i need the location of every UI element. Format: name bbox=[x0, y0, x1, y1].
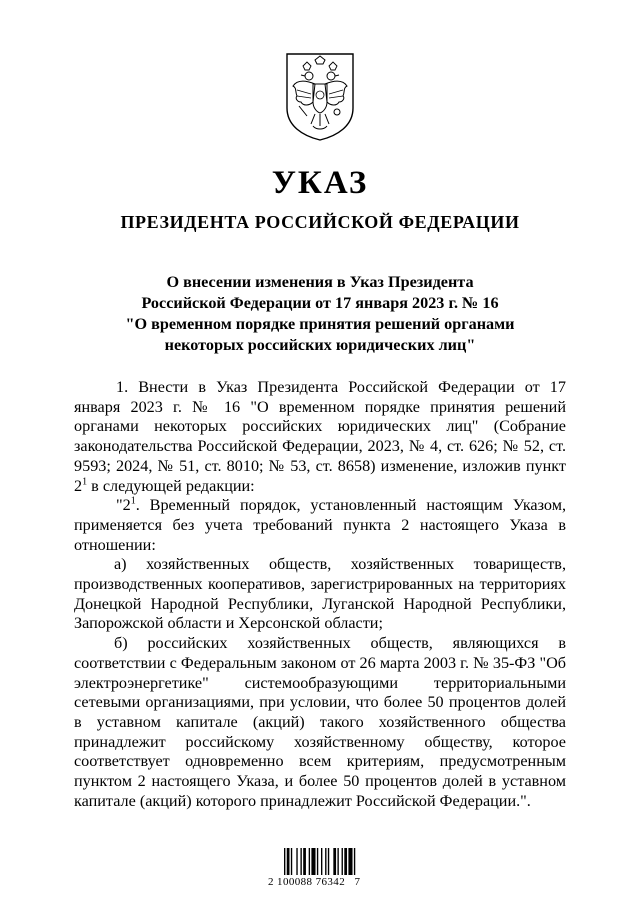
document-title: УКАЗ bbox=[271, 165, 369, 201]
heading-line: "О временном порядке принятия решений органами bbox=[125, 315, 515, 333]
barcode-number: 2 100088 76342 7 bbox=[268, 876, 361, 888]
paragraph-1-end: в следующей редакции: bbox=[87, 476, 255, 495]
paragraph-2-text: . Временный порядок, установленный настоящим Указом, применяется без учета требований пункта 2 настоящего Указа в отношении: bbox=[74, 496, 566, 554]
paragraph-a: а) хозяйственных обществ, хозяйственных товариществ, производственных кооперативов, зарегистрированных на территориях Донецкой Народной Республики, Луганской Народной Республики, Запорожской области и Херсонской области; bbox=[74, 555, 566, 633]
decree-heading bbox=[60, 272, 580, 356]
paragraph-2-start: "2 bbox=[116, 496, 131, 515]
heading-line: Российской Федерации от 17 января 2023 г. № 16 bbox=[141, 294, 499, 312]
document-subtitle: ПРЕЗИДЕНТА РОССИЙСКОЙ ФЕДЕРАЦИИ bbox=[120, 212, 520, 232]
heading-line: некоторых российских юридических лиц" bbox=[164, 336, 476, 354]
paragraph-2 bbox=[74, 496, 566, 555]
barcode-icon bbox=[284, 848, 358, 875]
paragraph-1 bbox=[74, 378, 566, 496]
coat-of-arms-emblem-icon bbox=[283, 50, 357, 142]
heading-line: О внесении изменения в Указ Президента bbox=[166, 273, 474, 291]
paragraph-1-text: 1. Внести в Указ Президента Российской Федерации от 17 января 2023 г. № 16 "О временном порядке принятия решений органами некоторых российских юридических лиц" (Собрание законодательства Российской Федерации, 2023, № 4, ст. 626; № 52, ст. 9593; 2024, № 51, ст. 8010; № 53, ст. 8658) изменение, изложив пункт 2 bbox=[74, 378, 566, 495]
paragraph-b: б) российских хозяйственных обществ, являющихся в соответствии с Федеральным законом от 26 марта 2003 г. № 35-ФЗ "Об электроэнергетике" системообразующими территориальными сетевыми организациями, при условии, что более 50 процентов долей в уставном капитале (акций) такого хозяйственного общества принадлежит российскому хозяйственному обществу, которое соответствует одновременно всем критериям, предусмотренным пунктом 2 настоящего Указа, и более 50 процентов долей в уставном капитале (акций) которого принадлежит Российской Федерации.". bbox=[74, 634, 566, 810]
decree-body bbox=[74, 378, 566, 811]
superscript: 1 bbox=[82, 476, 88, 488]
superscript: 1 bbox=[130, 495, 136, 507]
